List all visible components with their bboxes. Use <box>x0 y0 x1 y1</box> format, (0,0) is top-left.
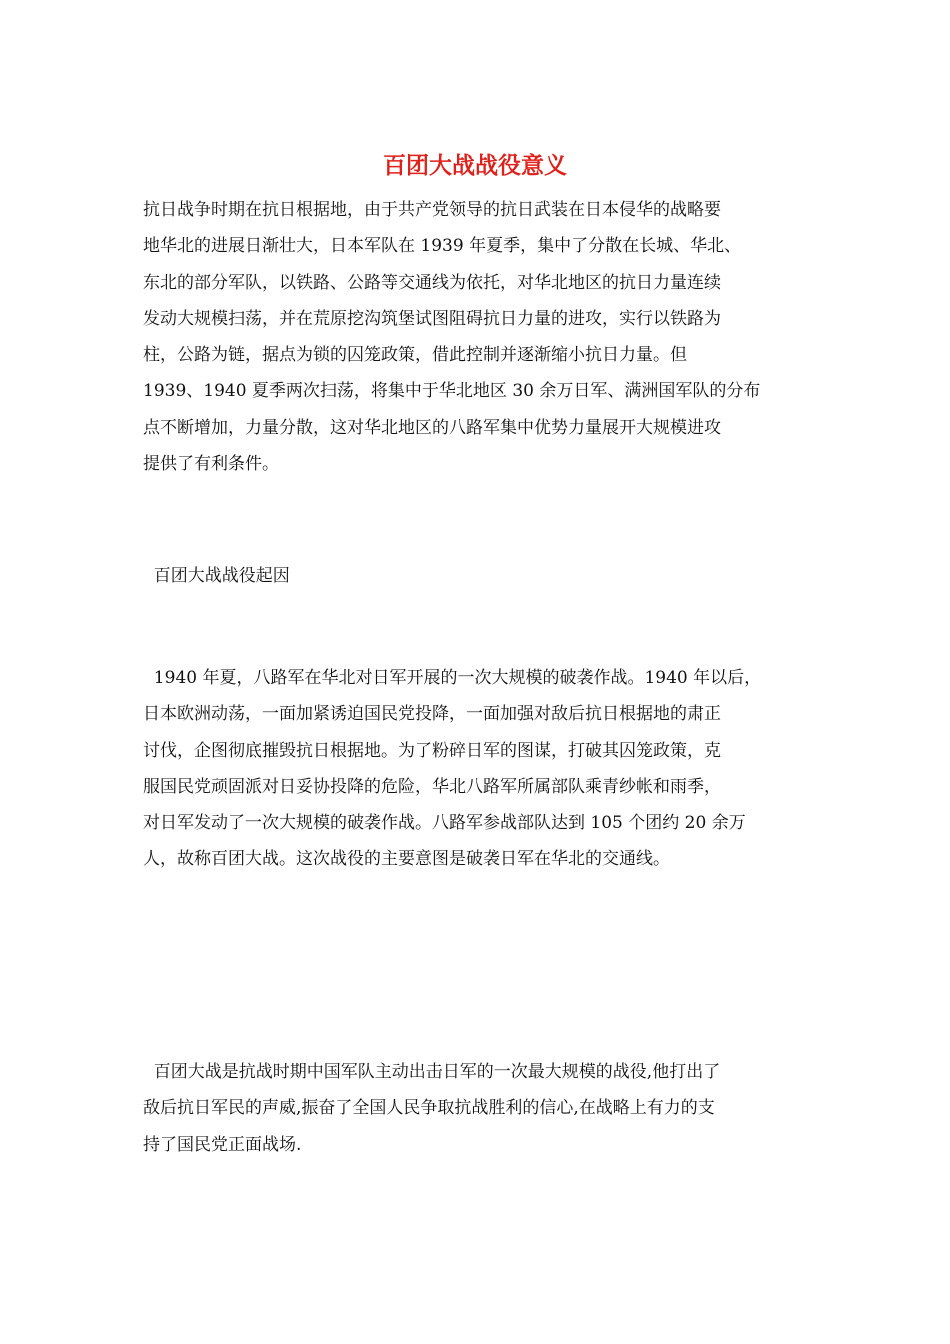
text-line: 1940 年夏，八路军在华北对日军开展的一次大规模的破袭作战。1940 年以后， <box>143 668 762 688</box>
text-line: 讨伐，企图彻底摧毁抗日根据地。为了粉碎日军的图谋，打破其囚笼政策，克 <box>143 740 721 761</box>
text-line: 点不断增加，力量分散，这对华北地区的八路军集中优势力量展开大规模进攻 <box>143 417 721 438</box>
paragraph-conclusion <box>143 1054 813 1163</box>
text-line: 服国民党顽固派对日妥协投降的危险，华北八路军所属部队乘青纱帐和雨季， <box>143 776 721 797</box>
text-line: 柱，公路为链，据点为锁的囚笼政策，借此控制并逐渐缩小抗日力量。但 <box>143 345 687 366</box>
text-line: 日本欧洲动荡，一面加紧诱迫国民党投降，一面加强对敌后抗日根据地的肃正 <box>143 704 721 725</box>
text-line: 对日军发动了一次大规模的破袭作战。八路军参战部队达到 105 个团约 20 余万 <box>143 813 746 834</box>
text-line: 抗日战争时期在抗日根据地，由于共产党领导的抗日武装在日本侵华的战略要 <box>143 200 721 220</box>
text-line: 地华北的进展日渐壮大，日本军队在 1939 年夏季，集中了分散在长城、华北、 <box>143 236 742 257</box>
text-line: 提供了有利条件。 <box>143 454 279 475</box>
text-line: 百团大战战役起因 <box>143 566 290 586</box>
text-line: 发动大规模扫荡，并在荒原挖沟筑堡试图阻碍抗日力量的进攻，实行以铁路为 <box>143 308 721 329</box>
text-line: 东北的部分军队，以铁路、公路等交通线为依托，对华北地区的抗日力量连续 <box>143 272 721 293</box>
text-line: 百团大战是抗战时期中国军队主动出击日军的一次最大规模的战役,他打出了 <box>143 1062 721 1082</box>
text-line: 人，故称百团大战。这次战役的主要意图是破袭日军在华北的交通线。 <box>143 849 670 870</box>
text-line: 持了国民党正面战场. <box>143 1134 302 1155</box>
text-line: 1939、1940 夏季两次扫荡，将集中于华北地区 30 余万日军、满洲国军队的分布 <box>143 381 761 402</box>
paragraph-cause <box>143 660 813 878</box>
page-title: 百团大战战役意义 <box>383 152 567 179</box>
paragraph-significance <box>143 192 813 482</box>
text-line: 敌后抗日军民的声威,振奋了全国人民争取抗战胜利的信心,在战略上有力的支 <box>143 1098 715 1119</box>
section-heading-cause <box>143 558 813 594</box>
